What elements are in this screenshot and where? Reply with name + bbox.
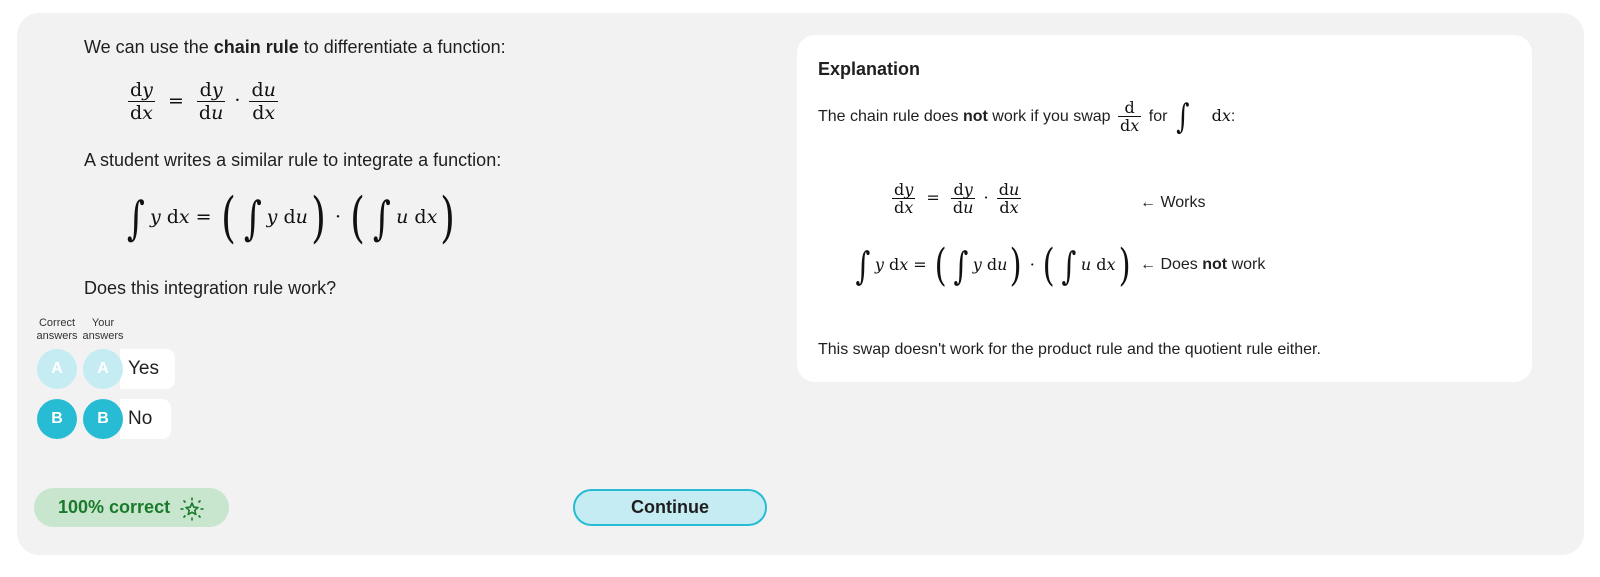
question-prompt: Does this integration rule work? [84,278,337,298]
works-annotation: ← Works [1140,194,1206,211]
score-badge [34,488,229,527]
chain-rule-formula: $\frac{dy}{dx}$ = $\frac{dy}{du}$ · $\frac{du}{dx}$ [130,79,276,124]
continue-button[interactable]: Continue [573,489,767,526]
explanation-title: Explanation [818,59,921,79]
chain-rule-intro: We can use the chain rule to differentiate a function: [84,37,506,57]
does-not-work-annotation: ← Does not work [1140,256,1266,273]
explanation-footer: This swap doesn't work for the product rule and the quotient rule either. [818,341,1321,358]
score-text: 100% correct [58,497,171,517]
your-answer-b-marker[interactable]: B [83,399,123,439]
your-answers-header: Your answers [82,317,124,342]
your-answer-a-marker[interactable]: A [83,349,123,389]
option-a-label[interactable]: Yes [120,349,175,389]
correct-answers-header: Correct answers [36,317,78,342]
option-b-label[interactable]: No [120,399,171,439]
correct-answer-b-marker: B [37,399,77,439]
explanation-integration-formula: ∫ y dx = ( ∫ y du) · ( ∫ u dx) [855,239,1131,291]
sparkle-star-icon [180,496,204,520]
correct-answer-a-marker: A [37,349,77,389]
student-rule-text: A student writes a similar rule to integrate a function: [84,150,502,170]
integration-rule-formula: ∫ y dx = ( ∫ y du) · ( ∫ u dx) [126,186,456,249]
explanation-chain-rule-formula: $\frac{dy}{dx}$ = $\frac{dy}{du}$ · $\frac{du}{dx}$ [894,180,1020,217]
explanation-swap-line: The chain rule does not work if you swap $\frac{d}{dx}$ for ∫ dx: [818,96,1236,137]
